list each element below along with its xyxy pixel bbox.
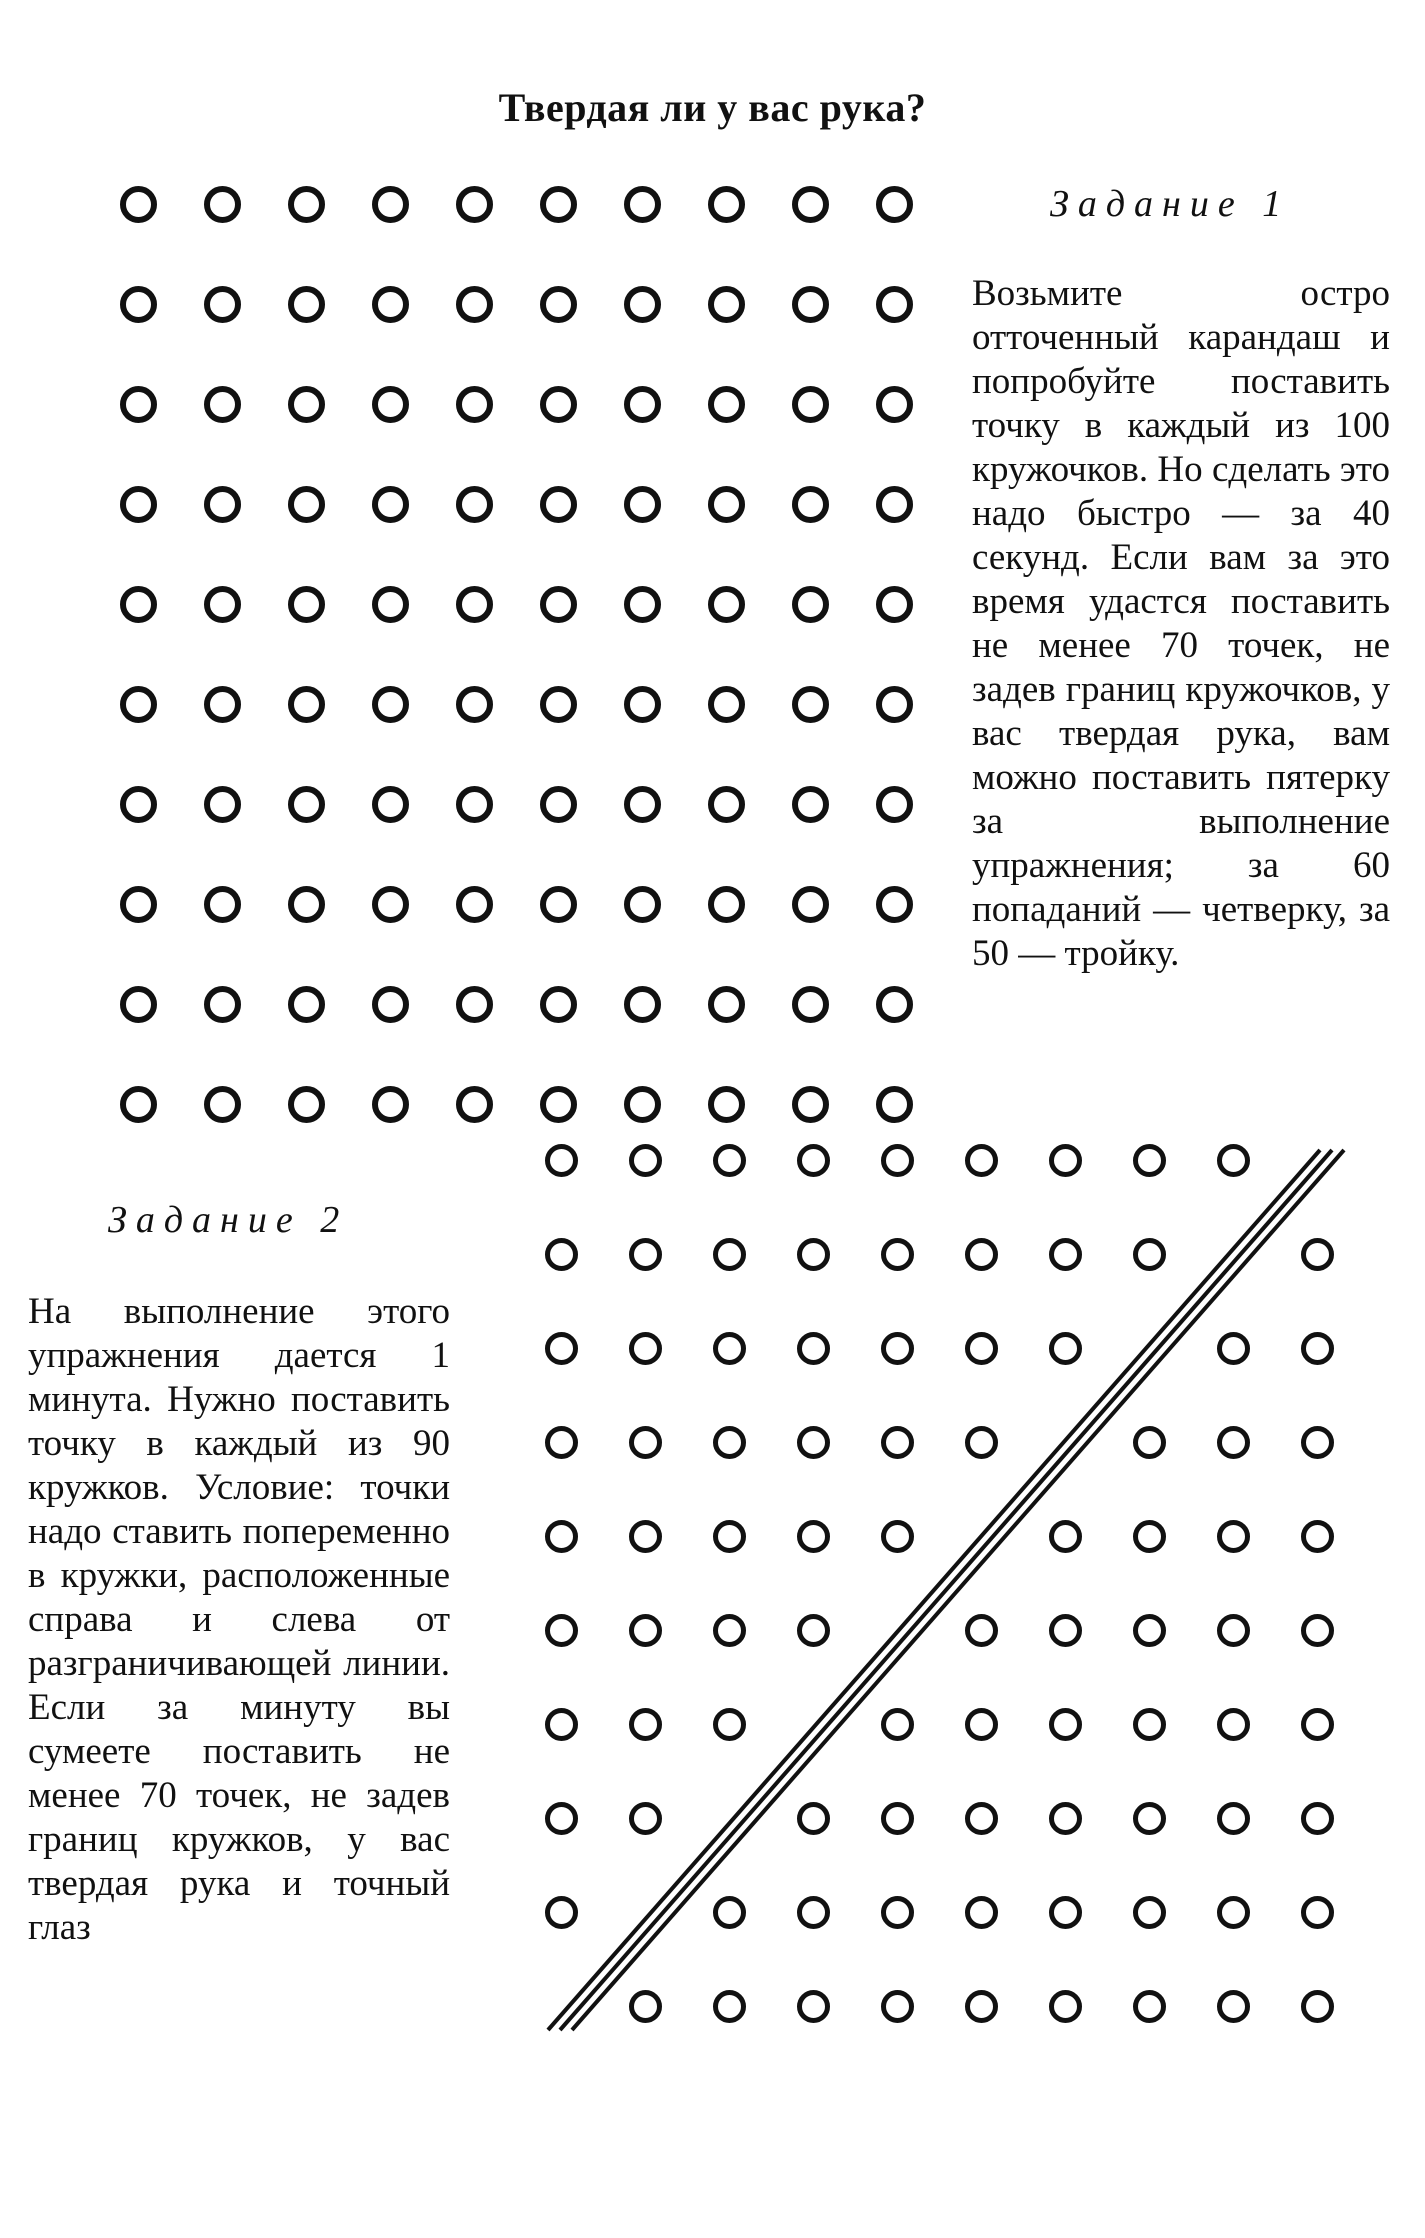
divider-line	[560, 1150, 1332, 2030]
task1-heading: Задание 1	[1050, 183, 1291, 225]
divider-line	[572, 1150, 1344, 2030]
page-title: Твердая ли у вас рука?	[498, 85, 927, 130]
task2-text: На выполнение этого упражнения дается 1 минута. Нужно поставить точку в каждый из 90 кружков. Условие: точки надо ставить попеременно в кружки, расположенные справа и слева от разграничивающей линии. Если за минуту вы сумеете поставить не менее 70 точек, не задев границ кружков, у вас твердая рука и точный глаз	[28, 1291, 450, 1948]
task2-heading: Задание 2	[108, 1199, 349, 1241]
divider-line	[548, 1150, 1320, 2030]
task1-text: Возьмите остро отточенный карандаш и попробуйте поставить точку в каждый из 100 кружочков. Но сделать это надо быстро — за 40 секунд. Если вам за это время удастся поставить не менее 70 точек, не задев границ кружочков, у вас твердая рука, вам можно поставить пятерку за выполнение упражнения; за 60 попаданий — четверку, за 50 — тройку.	[972, 273, 1390, 974]
